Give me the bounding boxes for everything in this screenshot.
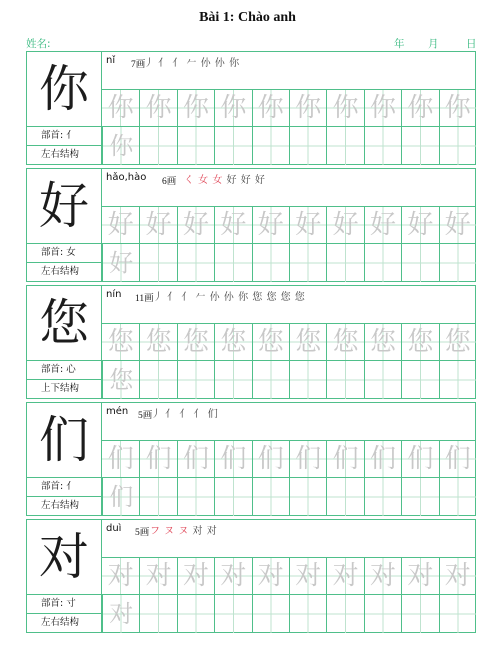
trace-cell[interactable]: 对	[102, 558, 139, 594]
stroke-order	[150, 522, 217, 537]
stroke-order-steps: 丿 亻 亻 𠂉 仦 仦 你	[153, 292, 249, 303]
info-line	[102, 403, 476, 441]
practice-cell[interactable]	[289, 244, 326, 282]
stroke-order-final: 们	[207, 409, 219, 420]
trace-cell[interactable]: 好	[252, 207, 289, 243]
trace-cell[interactable]: 对	[401, 558, 438, 594]
practice-cell[interactable]	[177, 478, 214, 516]
trace-cell[interactable]: 您	[289, 324, 326, 360]
trace-cell[interactable]: 您	[252, 324, 289, 360]
trace-cell[interactable]: 您	[139, 324, 176, 360]
trace-cell[interactable]: 对	[177, 558, 214, 594]
practice-cell[interactable]	[326, 127, 363, 165]
practice-cell[interactable]	[439, 361, 476, 399]
trace-cell[interactable]: 对	[214, 558, 251, 594]
stroke-count: 5画	[135, 528, 150, 538]
practice-cell[interactable]	[252, 244, 289, 282]
main-character: 对	[27, 520, 102, 595]
stroke-order-highlight: く 女 女	[184, 175, 223, 186]
practice-cell[interactable]	[326, 478, 363, 516]
practice-cell[interactable]	[289, 361, 326, 399]
trace-cell[interactable]: 们	[401, 441, 438, 477]
pinyin: nǐ	[106, 55, 116, 66]
main-character: 们	[27, 403, 102, 478]
stroke-count: 7画	[131, 60, 146, 70]
trace-cell[interactable]: 你	[401, 90, 438, 126]
trace-cell[interactable]: 您	[214, 324, 251, 360]
structure-label: 左右结构	[27, 146, 102, 165]
practice-cell[interactable]	[439, 595, 476, 633]
stroke-order-highlight: フ ヌ ヌ	[150, 526, 189, 537]
practice-cell[interactable]	[214, 127, 251, 165]
trace-cell[interactable]: 你	[364, 90, 401, 126]
practice-cell[interactable]	[439, 127, 476, 165]
trace-cell[interactable]: 们	[326, 441, 363, 477]
info-line	[102, 520, 476, 558]
trace-cell[interactable]: 您	[439, 324, 476, 360]
pinyin: hǎo,hào	[106, 172, 147, 183]
stroke-order-final: 您 您 您 您	[252, 292, 306, 303]
trace-cell[interactable]: 你	[439, 90, 476, 126]
trace-row	[102, 558, 476, 595]
trace-cell[interactable]: 好	[439, 207, 476, 243]
info-line	[102, 286, 476, 324]
trace-cell[interactable]: 你	[326, 90, 363, 126]
practice-cell[interactable]	[214, 361, 251, 399]
day-label: 日	[466, 38, 477, 50]
stroke-count: 6画	[162, 177, 177, 187]
trace-cell[interactable]: 们	[214, 441, 251, 477]
main-character: 好	[27, 169, 102, 244]
practice-cell[interactable]	[252, 127, 289, 165]
trace-cell[interactable]: 对	[252, 558, 289, 594]
info-line	[102, 169, 476, 207]
practice-cell[interactable]	[364, 127, 401, 165]
practice-cell[interactable]	[364, 595, 401, 633]
radical-label: 部首: 寸	[27, 595, 102, 614]
practice-cell[interactable]	[252, 595, 289, 633]
practice-cell[interactable]	[326, 244, 363, 282]
trace-cell[interactable]: 对	[289, 558, 326, 594]
practice-cell[interactable]	[139, 244, 176, 282]
trace-cell[interactable]: 们	[177, 441, 214, 477]
practice-cell[interactable]	[289, 595, 326, 633]
practice-cell[interactable]	[401, 361, 438, 399]
trace-cell[interactable]: 您	[401, 324, 438, 360]
trace-cell[interactable]: 你	[139, 90, 176, 126]
trace-cell[interactable]: 好	[214, 207, 251, 243]
stroke-order-steps: 丿 亻 亻	[144, 58, 183, 69]
practice-cell[interactable]	[214, 244, 251, 282]
trace-cell[interactable]: 你	[252, 90, 289, 126]
trace-cell[interactable]: 您	[102, 361, 139, 399]
year-label: 年	[394, 38, 405, 50]
practice-cell[interactable]	[326, 595, 363, 633]
page-title: Bài 1: Chào anh	[199, 10, 296, 25]
character-block	[26, 519, 476, 633]
trace-cell[interactable]: 对	[364, 558, 401, 594]
trace-cell[interactable]: 们	[102, 478, 139, 516]
trace-row	[102, 324, 476, 361]
stroke-order-final: 𠂉 仦 仦 你	[186, 58, 240, 69]
stroke-order-steps: 丿 亻 亻 亻	[151, 409, 205, 420]
stroke-order	[144, 54, 240, 69]
trace-cell[interactable]: 你	[102, 127, 139, 165]
trace-cell[interactable]: 你	[102, 90, 139, 126]
practice-cell[interactable]	[401, 478, 438, 516]
trace-cell[interactable]: 好	[326, 207, 363, 243]
trace-cell[interactable]: 对	[439, 558, 476, 594]
practice-cell[interactable]	[139, 127, 176, 165]
practice-cell[interactable]	[364, 361, 401, 399]
practice-cell[interactable]	[177, 127, 214, 165]
practice-cell[interactable]	[364, 478, 401, 516]
trace-cell[interactable]: 好	[289, 207, 326, 243]
practice-cell[interactable]	[439, 478, 476, 516]
practice-cell[interactable]	[139, 478, 176, 516]
practice-cell[interactable]	[289, 127, 326, 165]
trace-cell[interactable]: 们	[102, 441, 139, 477]
practice-cell[interactable]	[401, 127, 438, 165]
main-character: 你	[27, 52, 102, 127]
trace-cell[interactable]: 们	[364, 441, 401, 477]
character-block	[26, 168, 476, 282]
practice-cell[interactable]	[139, 595, 176, 633]
trace-cell[interactable]: 对	[326, 558, 363, 594]
structure-label: 上下结构	[27, 380, 102, 399]
radical-label: 部首: 心	[27, 361, 102, 380]
practice-cell[interactable]	[177, 244, 214, 282]
practice-cell[interactable]	[289, 478, 326, 516]
pinyin: duì	[106, 523, 122, 534]
pinyin: nín	[106, 289, 122, 300]
trace-cell[interactable]: 好	[401, 207, 438, 243]
structure-label: 左右结构	[27, 263, 102, 282]
practice-cell[interactable]	[252, 478, 289, 516]
trace-cell[interactable]: 们	[139, 441, 176, 477]
trace-cell[interactable]: 您	[177, 324, 214, 360]
stroke-count: 5画	[138, 411, 153, 421]
main-character: 您	[27, 286, 102, 361]
stroke-order	[153, 288, 305, 303]
stroke-order	[151, 405, 218, 420]
trace-cell[interactable]: 您	[364, 324, 401, 360]
trace-cell[interactable]: 你	[289, 90, 326, 126]
trace-cell[interactable]: 好	[139, 207, 176, 243]
trace-row	[102, 90, 476, 127]
practice-cell[interactable]	[177, 361, 214, 399]
trace-row	[102, 207, 476, 244]
trace-cell[interactable]: 你	[214, 90, 251, 126]
trace-cell[interactable]: 您	[326, 324, 363, 360]
info-line	[102, 52, 476, 90]
stroke-order-final: 好 好 好	[226, 175, 266, 186]
radical-label: 部首: 亻	[27, 478, 102, 497]
name-label: 姓名:	[26, 38, 51, 50]
radical-label: 部首: 女	[27, 244, 102, 263]
character-block	[26, 285, 476, 399]
trace-cell[interactable]: 对	[102, 595, 139, 633]
stroke-count: 11画	[135, 294, 154, 304]
trace-cell[interactable]: 们	[289, 441, 326, 477]
practice-cell[interactable]	[364, 244, 401, 282]
structure-label: 左右结构	[27, 497, 102, 516]
trace-cell[interactable]: 您	[102, 324, 139, 360]
trace-cell[interactable]: 对	[139, 558, 176, 594]
trace-cell[interactable]: 你	[177, 90, 214, 126]
trace-cell[interactable]: 好	[102, 244, 139, 282]
radical-label: 部首: 亻	[27, 127, 102, 146]
stroke-order	[184, 171, 265, 186]
month-label: 月	[428, 38, 439, 50]
character-block	[26, 51, 476, 165]
practice-cell[interactable]	[439, 244, 476, 282]
practice-cell[interactable]	[139, 361, 176, 399]
practice-cell[interactable]	[177, 595, 214, 633]
practice-cell[interactable]	[214, 478, 251, 516]
trace-row	[102, 441, 476, 478]
trace-cell[interactable]: 好	[177, 207, 214, 243]
structure-label: 左右结构	[27, 614, 102, 633]
trace-cell[interactable]: 们	[252, 441, 289, 477]
stroke-order-final: 对 对	[192, 526, 218, 537]
practice-cell[interactable]	[326, 361, 363, 399]
practice-cell[interactable]	[252, 361, 289, 399]
practice-cell[interactable]	[214, 595, 251, 633]
trace-cell[interactable]: 好	[364, 207, 401, 243]
practice-cell[interactable]	[401, 244, 438, 282]
practice-cell[interactable]	[401, 595, 438, 633]
trace-cell[interactable]: 好	[102, 207, 139, 243]
character-block	[26, 402, 476, 516]
trace-cell[interactable]: 们	[439, 441, 476, 477]
pinyin: mén	[106, 406, 129, 417]
